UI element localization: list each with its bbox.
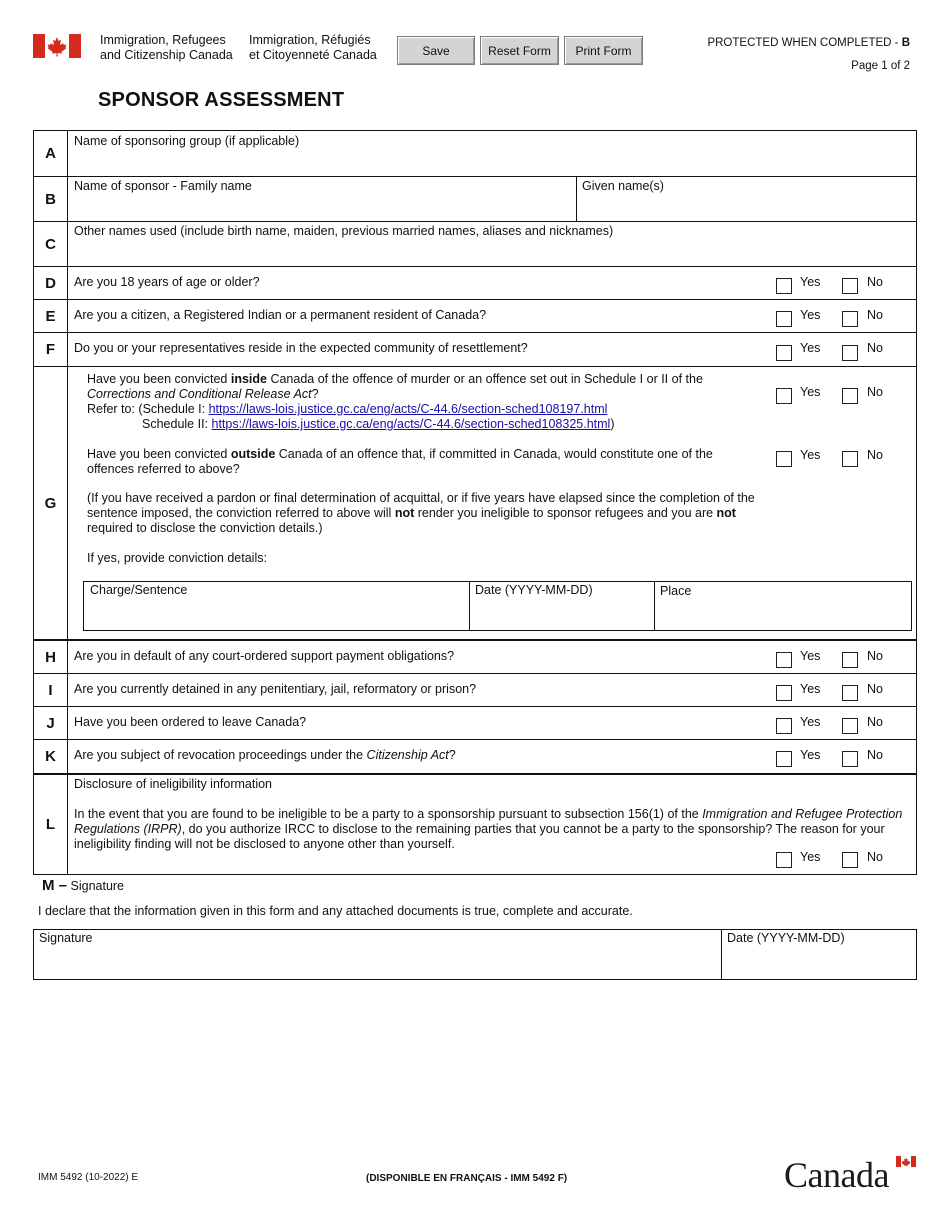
- sponsoring-group-label: Name of sponsoring group (if applicable): [74, 134, 300, 148]
- section-c-row: [34, 222, 916, 267]
- signature-box: [33, 929, 917, 980]
- section-letter: D: [34, 267, 68, 299]
- pardon-note: (If you have received a pardon or final determination of acquittal, or if five years have elapsed since the completion of the sentence imposed, the conviction referred to above will not render you ineligible to sponsor refugees and you are not required to disclose the conviction details.): [87, 491, 755, 535]
- outside-conviction-yes-checkbox[interactable]: [776, 451, 792, 467]
- other-names-label: Other names used (include birth name, maiden, previous married names, aliases and nicknames): [74, 224, 614, 238]
- signature-date-label: Date (YYYY-MM-DD): [727, 931, 845, 945]
- canada-flag-icon: [33, 34, 81, 58]
- support-payment-question: Are you in default of any court-ordered support payment obligations?: [74, 649, 455, 663]
- no-label: No: [867, 308, 883, 322]
- outside-conviction-question: Have you been convicted outside Canada of an offence that, if committed in Canada, would constitute one of the offences referred to above?: [87, 447, 713, 476]
- removal-order-no-checkbox[interactable]: [842, 718, 858, 734]
- outside-conviction-no-checkbox[interactable]: [842, 451, 858, 467]
- section-letter: I: [34, 674, 68, 706]
- department-name-english: Immigration, Refugees and Citizenship Canada: [100, 33, 233, 62]
- section-g-row: [34, 367, 916, 641]
- schedule-1-link[interactable]: https://laws-lois.justice.gc.ca/eng/acts/C-44.6/section-sched108197.html: [208, 402, 608, 416]
- french-availability-note: (DISPONIBLE EN FRANÇAIS - IMM 5492 F): [366, 1173, 568, 1184]
- section-letter: E: [34, 300, 68, 332]
- signature-input[interactable]: [37, 947, 717, 977]
- no-label: No: [867, 448, 883, 462]
- wordmark-flag-icon: [896, 1156, 916, 1167]
- yes-label: Yes: [800, 682, 821, 696]
- detention-question: Are you currently detained in any penitentiary, jail, reformatory or prison?: [74, 682, 477, 696]
- residence-question: Do you or your representatives reside in the expected community of resettlement?: [74, 341, 528, 355]
- print-form-button[interactable]: Print Form: [564, 36, 643, 65]
- no-label: No: [867, 715, 883, 729]
- yes-label: Yes: [800, 748, 821, 762]
- divider: [654, 582, 655, 630]
- section-l-row: [34, 774, 916, 874]
- support-payment-yes-checkbox[interactable]: [776, 652, 792, 668]
- citizenship-no-checkbox[interactable]: [842, 311, 858, 327]
- no-label: No: [867, 682, 883, 696]
- divider: [721, 930, 722, 979]
- section-h-row: [34, 641, 916, 674]
- section-letter: C: [34, 222, 68, 266]
- conviction-date-label: Date (YYYY-MM-DD): [475, 583, 593, 597]
- yes-label: Yes: [800, 341, 821, 355]
- given-names-label: Given name(s): [582, 179, 664, 193]
- disclosure-text: In the event that you are found to be ineligible to be a party to a sponsorship pursuant to subsection 156(1) of the Immigration and Refugee Protection Regulations (IRPR), do you authorize IRCC to disclose to the remaining parties that you cannot be a party to the sponsorship? The reason for your ineligibility finding will not be disclosed to anyone other than yourself.: [74, 807, 903, 851]
- disclosure-yes-checkbox[interactable]: [776, 852, 792, 868]
- inside-conviction-yes-checkbox[interactable]: [776, 388, 792, 404]
- sponsor-assessment-form: [33, 130, 917, 875]
- section-letter: L: [34, 775, 68, 874]
- section-k-row: [34, 740, 916, 774]
- divider: [469, 582, 470, 630]
- divider: [576, 177, 577, 221]
- yes-label: Yes: [800, 715, 821, 729]
- residence-yes-checkbox[interactable]: [776, 345, 792, 361]
- inside-conviction-question: Have you been convicted inside Canada of the offence of murder or an offence set out in Schedule I or II of the Corrections and Conditional Release Act? Refer to: (Schedule I: https://laws-lois.justice.gc.ca/eng/acts/C-44.6/section-sched108197.html Schedule II: https://laws-lois.justice.gc.ca/eng/acts/C-44.6/section-sched108325.html): [87, 372, 703, 431]
- age-no-checkbox[interactable]: [842, 278, 858, 294]
- section-a-row: [34, 131, 916, 177]
- signature-section-heading: M – Signature: [42, 877, 125, 894]
- conviction-details-prompt: If yes, provide conviction details:: [87, 551, 267, 565]
- detention-yes-checkbox[interactable]: [776, 685, 792, 701]
- disclosure-heading: Disclosure of ineligibility information: [74, 777, 272, 791]
- yes-label: Yes: [800, 649, 821, 663]
- conviction-details-table: [83, 581, 912, 631]
- section-i-row: [34, 674, 916, 707]
- section-letter: B: [34, 177, 68, 221]
- no-label: No: [867, 850, 883, 864]
- reset-form-button[interactable]: Reset Form: [480, 36, 559, 65]
- department-name-french: Immigration, Réfugiés et Citoyenneté Canada: [249, 33, 377, 62]
- no-label: No: [867, 649, 883, 663]
- yes-label: Yes: [800, 448, 821, 462]
- citizenship-question: Are you a citizen, a Registered Indian or a permanent resident of Canada?: [74, 308, 487, 322]
- revocation-question: Are you subject of revocation proceedings under the Citizenship Act?: [74, 748, 456, 762]
- section-f-row: [34, 333, 916, 367]
- page-number: Page 1 of 2: [851, 60, 910, 72]
- no-label: No: [867, 275, 883, 289]
- section-letter: K: [34, 740, 68, 773]
- removal-order-question: Have you been ordered to leave Canada?: [74, 715, 307, 729]
- section-letter: A: [34, 131, 68, 176]
- yes-label: Yes: [800, 275, 821, 289]
- section-d-row: [34, 267, 916, 300]
- no-label: No: [867, 748, 883, 762]
- section-letter: J: [34, 707, 68, 739]
- revocation-yes-checkbox[interactable]: [776, 751, 792, 767]
- form-number: IMM 5492 (10-2022) E: [38, 1172, 139, 1183]
- sponsoring-group-input[interactable]: [69, 149, 915, 175]
- section-b-row: [34, 177, 916, 222]
- charge-sentence-label: Charge/Sentence: [90, 583, 188, 597]
- yes-label: Yes: [800, 850, 821, 864]
- signature-date-input[interactable]: [724, 947, 912, 977]
- residence-no-checkbox[interactable]: [842, 345, 858, 361]
- support-payment-no-checkbox[interactable]: [842, 652, 858, 668]
- age-question: Are you 18 years of age or older?: [74, 275, 260, 289]
- section-letter: F: [34, 333, 68, 366]
- schedule-2-link[interactable]: https://laws-lois.justice.gc.ca/eng/acts/C-44.6/section-sched108325.html: [211, 417, 611, 431]
- disclosure-no-checkbox[interactable]: [842, 852, 858, 868]
- declaration-text: I declare that the information given in this form and any attached documents is true, complete and accurate.: [38, 904, 633, 918]
- signature-label: Signature: [39, 931, 93, 945]
- inside-conviction-no-checkbox[interactable]: [842, 388, 858, 404]
- yes-label: Yes: [800, 385, 821, 399]
- detention-no-checkbox[interactable]: [842, 685, 858, 701]
- save-button[interactable]: Save: [397, 36, 475, 65]
- section-letter: G: [34, 367, 68, 639]
- yes-label: Yes: [800, 308, 821, 322]
- section-e-row: [34, 300, 916, 333]
- section-j-row: [34, 707, 916, 740]
- removal-order-yes-checkbox[interactable]: [776, 718, 792, 734]
- form-title: SPONSOR ASSESSMENT: [98, 89, 345, 111]
- canada-wordmark-logo: Canada: [784, 1156, 916, 1194]
- age-yes-checkbox[interactable]: [776, 278, 792, 294]
- no-label: No: [867, 341, 883, 355]
- conviction-place-label: Place: [660, 584, 692, 598]
- protected-status: PROTECTED WHEN COMPLETED - B: [707, 37, 910, 49]
- revocation-no-checkbox[interactable]: [842, 751, 858, 767]
- citizenship-yes-checkbox[interactable]: [776, 311, 792, 327]
- no-label: No: [867, 385, 883, 399]
- protected-class: B: [901, 37, 910, 49]
- family-name-label: Name of sponsor - Family name: [74, 179, 252, 193]
- section-letter: H: [34, 641, 68, 673]
